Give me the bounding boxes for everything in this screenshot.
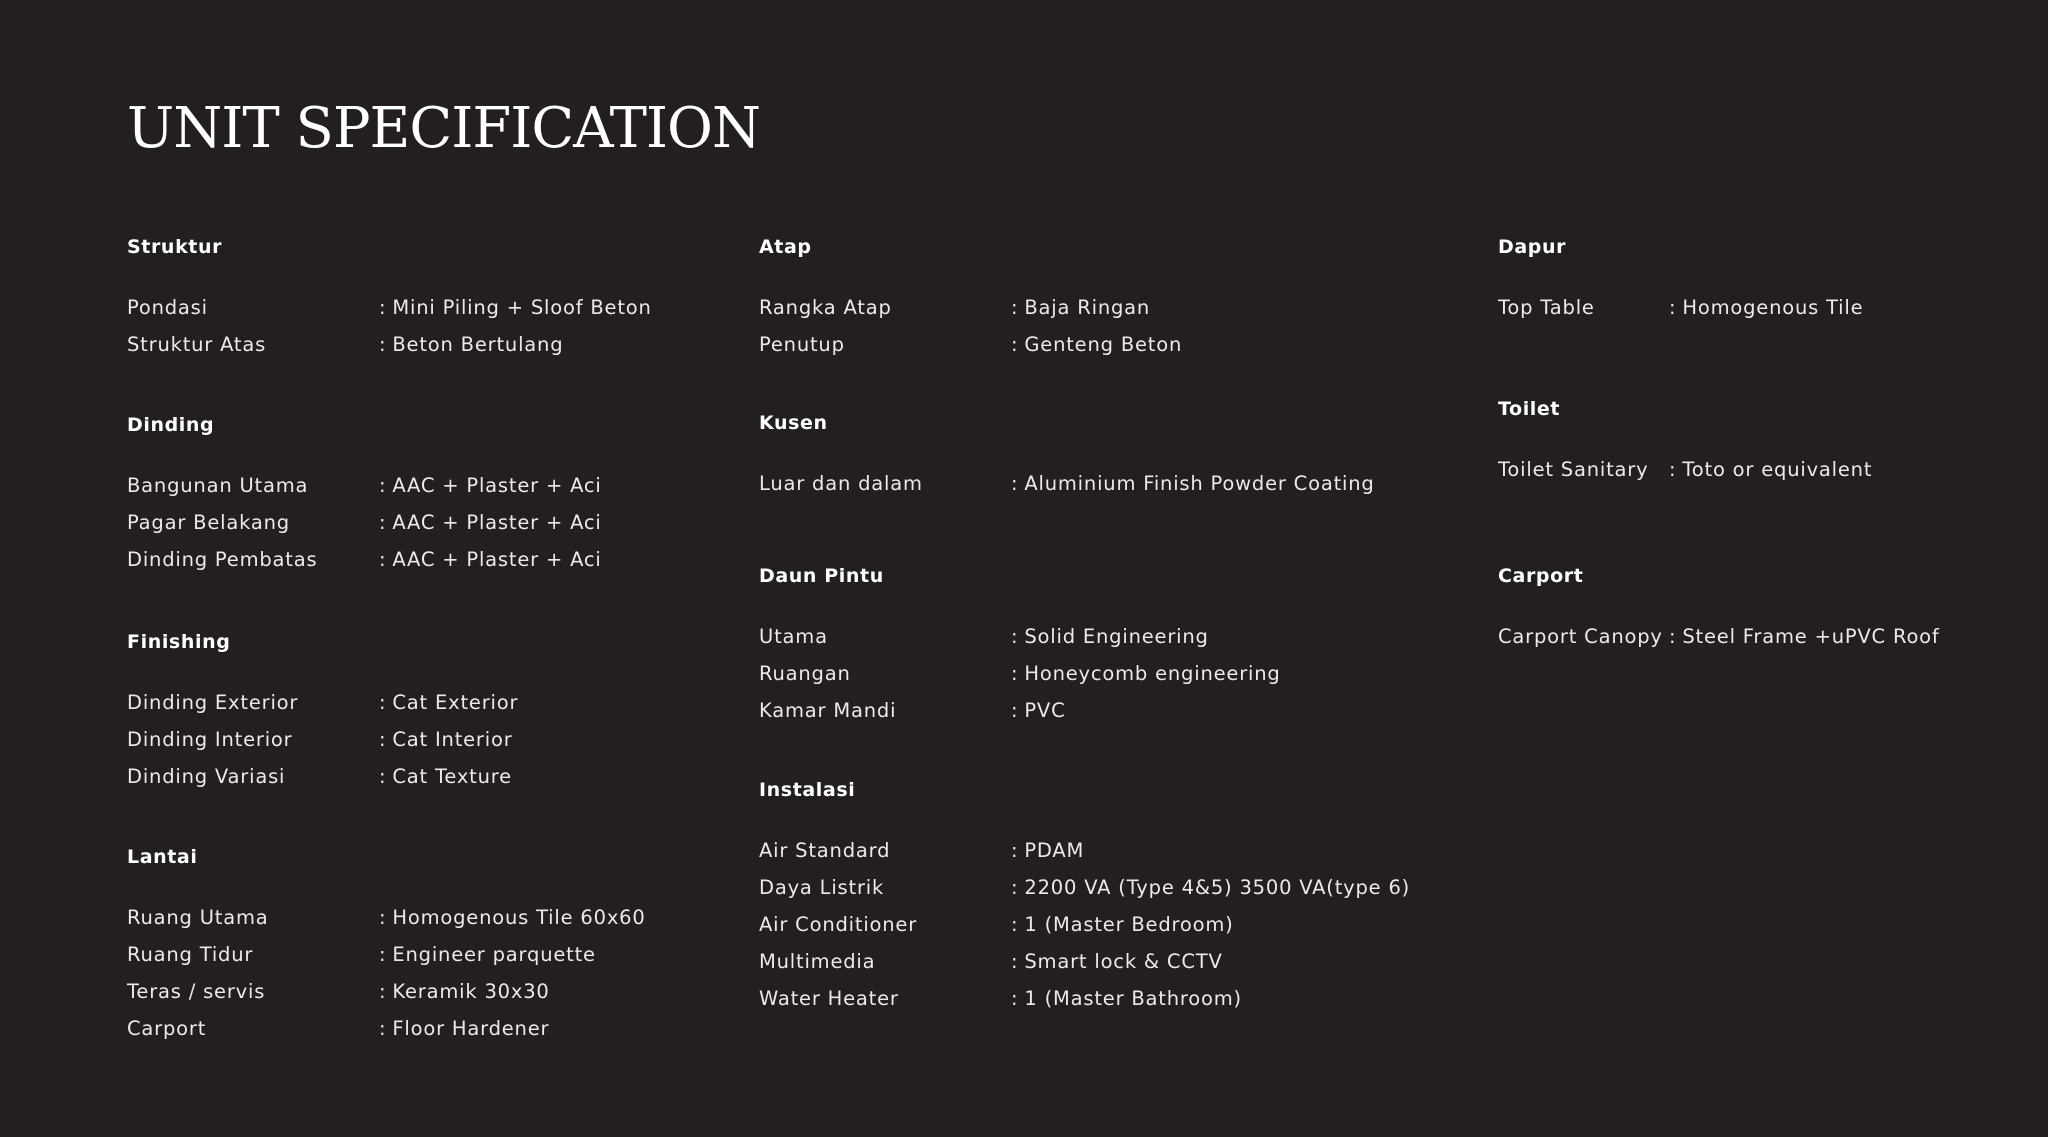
- spec-row: Dinding Variasi : Cat Texture: [127, 758, 518, 795]
- spec-label: Dinding Variasi: [127, 765, 286, 788]
- spec-row: Utama : Solid Engineering: [759, 618, 1281, 655]
- spec-row: Multimedia : Smart lock & CCTV: [759, 943, 1410, 980]
- spec-value: PDAM: [1024, 839, 1085, 862]
- spec-label: Top Table: [1498, 296, 1595, 319]
- spec-label: Kamar Mandi: [759, 699, 897, 722]
- spec-row: Water Heater : 1 (Master Bathroom): [759, 980, 1410, 1017]
- spec-label: Penutup: [759, 333, 845, 356]
- spec-row: Bangunan Utama : AAC + Plaster + Aci: [127, 467, 602, 504]
- section-toilet: [1498, 397, 1872, 488]
- section-heading: Struktur: [127, 236, 223, 258]
- spec-row: Struktur Atas : Beton Bertulang: [127, 326, 652, 363]
- spec-row: Luar dan dalam : Aluminium Finish Powder Coating: [759, 465, 1375, 502]
- spec-row: Dinding Interior : Cat Interior: [127, 721, 518, 758]
- spec-label: Bangunan Utama: [127, 474, 309, 497]
- spec-value: 1 (Master Bedroom): [1024, 913, 1234, 936]
- spec-row: Ruang Tidur : Engineer parquette: [127, 936, 646, 973]
- spec-value: Honeycomb engineering: [1024, 662, 1281, 685]
- spec-label: Ruangan: [759, 662, 851, 685]
- spec-value: 1 (Master Bathroom): [1024, 987, 1242, 1010]
- section-daun-pintu: [759, 564, 1281, 729]
- section-heading: Toilet: [1498, 398, 1561, 420]
- spec-row: Toilet Sanitary : Toto or equivalent: [1498, 451, 1872, 488]
- spec-value: PVC: [1024, 699, 1066, 722]
- spec-value: Floor Hardener: [392, 1017, 550, 1040]
- spec-value: Engineer parquette: [392, 943, 596, 966]
- spec-value: Cat Interior: [392, 728, 513, 751]
- section-instalasi: [759, 778, 1410, 1017]
- spec-value: AAC + Plaster + Aci: [392, 474, 602, 497]
- spec-value: Toto or equivalent: [1682, 458, 1873, 481]
- spec-label: Dinding Exterior: [127, 691, 299, 714]
- page-title: UNIT SPECIFICATION: [127, 96, 760, 161]
- section-kusen: [759, 411, 1375, 502]
- section-heading: Kusen: [759, 412, 828, 434]
- section-finishing: [127, 630, 518, 795]
- spec-label: Air Conditioner: [759, 913, 918, 936]
- section-heading: Atap: [759, 236, 812, 258]
- spec-label: Luar dan dalam: [759, 472, 923, 495]
- section-heading: Finishing: [127, 631, 231, 653]
- spec-label: Toilet Sanitary: [1498, 458, 1649, 481]
- spec-row: Ruang Utama : Homogenous Tile 60x60: [127, 899, 646, 936]
- spec-value: Cat Texture: [392, 765, 512, 788]
- spec-label: Ruang Utama: [127, 906, 269, 929]
- spec-label: Pagar Belakang: [127, 511, 290, 534]
- spec-label: Struktur Atas: [127, 333, 267, 356]
- spec-row: Air Conditioner : 1 (Master Bedroom): [759, 906, 1410, 943]
- section-atap: [759, 235, 1182, 363]
- section-heading: Dinding: [127, 414, 215, 436]
- spec-value: Smart lock & CCTV: [1024, 950, 1223, 973]
- spec-value: Steel Frame +uPVC Roof: [1682, 625, 1940, 648]
- spec-value: Genteng Beton: [1024, 333, 1183, 356]
- section-heading: Dapur: [1498, 236, 1567, 258]
- section-heading: Instalasi: [759, 779, 856, 801]
- section-heading: Carport: [1498, 565, 1584, 587]
- spec-label: Carport: [127, 1017, 207, 1040]
- spec-label: Carport Canopy: [1498, 625, 1663, 648]
- spec-value: AAC + Plaster + Aci: [392, 548, 602, 571]
- spec-row: Ruangan : Honeycomb engineering: [759, 655, 1281, 692]
- spec-row: Rangka Atap : Baja Ringan: [759, 289, 1182, 326]
- spec-value: 2200 VA (Type 4&5) 3500 VA(type 6): [1024, 876, 1411, 899]
- spec-value: Solid Engineering: [1024, 625, 1209, 648]
- spec-label: Utama: [759, 625, 828, 648]
- spec-label: Water Heater: [759, 987, 899, 1010]
- spec-value: Cat Exterior: [392, 691, 519, 714]
- spec-row: Carport : Floor Hardener: [127, 1010, 646, 1047]
- section-dinding: [127, 413, 602, 578]
- spec-row: Top Table : Homogenous Tile: [1498, 289, 1863, 326]
- spec-row: Kamar Mandi : PVC: [759, 692, 1281, 729]
- spec-label: Air Standard: [759, 839, 891, 862]
- spec-value: Beton Bertulang: [392, 333, 564, 356]
- spec-label: Dinding Interior: [127, 728, 293, 751]
- spec-value: Keramik 30x30: [392, 980, 550, 1003]
- spec-label: Daya Listrik: [759, 876, 885, 899]
- spec-label: Pondasi: [127, 296, 208, 319]
- spec-label: Dinding Pembatas: [127, 548, 318, 571]
- spec-label: Rangka Atap: [759, 296, 892, 319]
- section-lantai: [127, 845, 646, 1047]
- section-carport: [1498, 564, 1940, 655]
- spec-row: Pagar Belakang : AAC + Plaster + Aci: [127, 504, 602, 541]
- spec-row: Dinding Pembatas : AAC + Plaster + Aci: [127, 541, 602, 578]
- spec-row: Daya Listrik : 2200 VA (Type 4&5) 3500 VA(type 6): [759, 869, 1410, 906]
- spec-value: Homogenous Tile: [1682, 296, 1864, 319]
- section-heading: Daun Pintu: [759, 565, 884, 587]
- spec-row: Dinding Exterior : Cat Exterior: [127, 684, 518, 721]
- spec-row: Air Standard : PDAM: [759, 832, 1410, 869]
- spec-row: Penutup : Genteng Beton: [759, 326, 1182, 363]
- spec-label: Teras / servis: [127, 980, 266, 1003]
- spec-label: Ruang Tidur: [127, 943, 254, 966]
- spec-label: Multimedia: [759, 950, 876, 973]
- spec-value: Baja Ringan: [1024, 296, 1151, 319]
- spec-row: Carport Canopy : Steel Frame +uPVC Roof: [1498, 618, 1940, 655]
- spec-value: Aluminium Finish Powder Coating: [1024, 472, 1375, 495]
- spec-value: Homogenous Tile 60x60: [392, 906, 646, 929]
- spec-value: AAC + Plaster + Aci: [392, 511, 602, 534]
- spec-value: Mini Piling + Sloof Beton: [392, 296, 652, 319]
- section-struktur: [127, 235, 652, 363]
- spec-row: Pondasi : Mini Piling + Sloof Beton: [127, 289, 652, 326]
- section-dapur: [1498, 235, 1863, 326]
- spec-row: Teras / servis : Keramik 30x30: [127, 973, 646, 1010]
- section-heading: Lantai: [127, 846, 198, 868]
